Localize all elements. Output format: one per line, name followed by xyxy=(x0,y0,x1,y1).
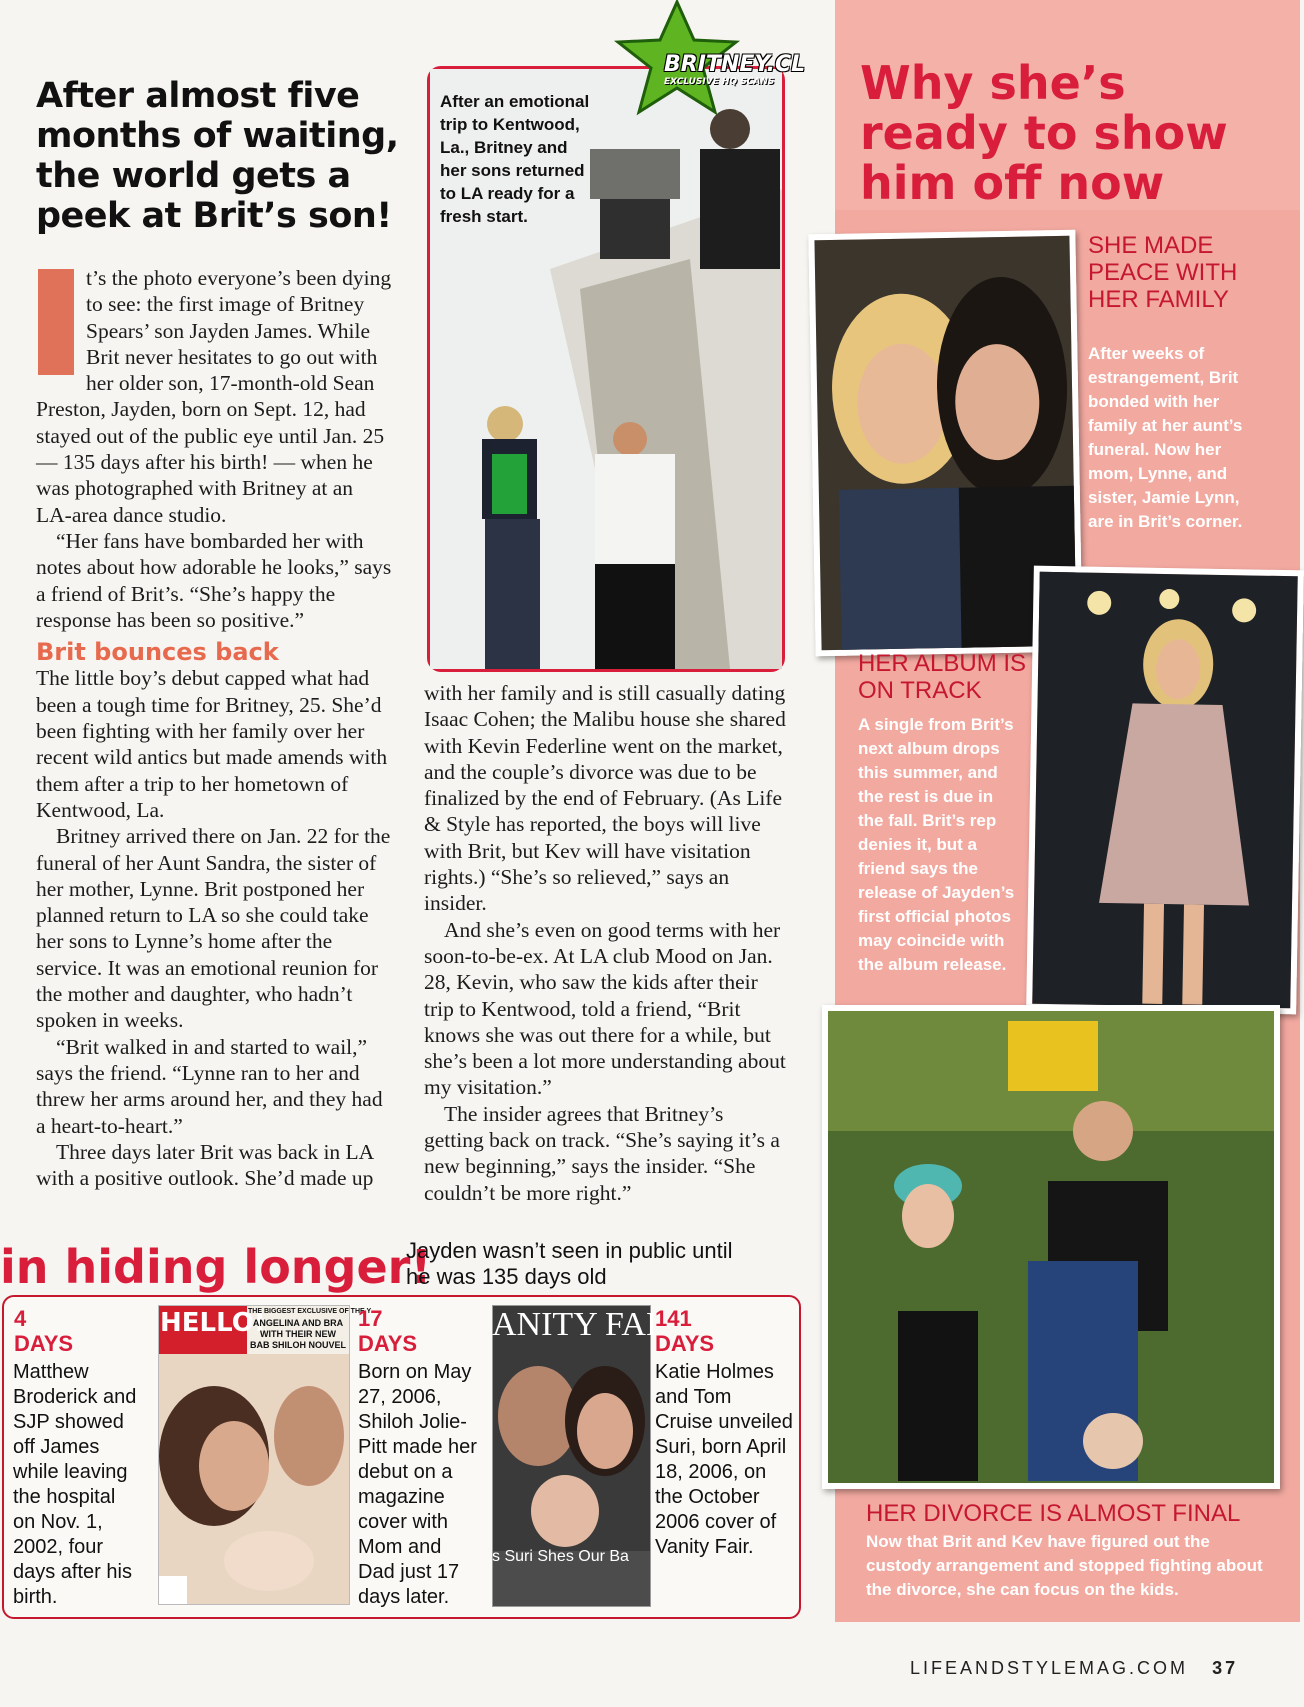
days-number: 17 xyxy=(358,1306,383,1331)
article-headline: After almost five months of waiting, the world gets a peek at Brit’s son! xyxy=(36,76,399,236)
sidebar-section-body: After weeks of estrangement, Brit bonded with her family at her aunt’s funeral. Now her mom, Lynne, and sister, Jamie Lynn, are in Brit’s corner. xyxy=(1088,344,1243,531)
photo-caption: After an emotional trip to Kentwood, La., Britney and her sons returned to LA ready for a fresh start. xyxy=(440,92,590,226)
days-unit: DAYS xyxy=(358,1331,418,1356)
article-paragraph: The insider agrees that Britney’s getting back on track. “She’s saying it’s a new beginning,” says the insider. “She couldn’t be more right.” xyxy=(424,1101,780,1205)
vanity-fair-cover-line: s Suri Shes Our Ba xyxy=(492,1548,629,1565)
sidebar-section-heading: HER ALBUM IS ON TRACK xyxy=(858,650,1027,704)
sidebar-title: Why she’s ready to show him off now xyxy=(860,56,1228,210)
article-paragraph xyxy=(36,265,392,528)
article-paragraph: Britney arrived there on Jan. 22 for the funeral of her Aunt Sandra, the sister of her mother, Lynne. Brit postponed her planned return to LA so she could take her sons to Lynne’s home after the service. It was an emotional reunion for the mother and daughter, who hadn’t spoken in weeks. xyxy=(36,824,391,1033)
paragraph-text: t’s the photo everyone’s been dying to see: the first image of Britney Spears’ son Jayden James. While Brit never hesitates to go out with her older son, 17-month-old Sean Preston, Jayden, born on Sept. 12, had stayed out of the public eye until Jan. 25 — 135 days after his birth! — when he was photographed with Britney at an LA-area dance studio. xyxy=(36,266,392,527)
article-column-1 xyxy=(36,265,392,1191)
days-unit: DAYS xyxy=(14,1331,74,1356)
article-paragraph: “Brit walked in and started to wail,” says the friend. “Lynne ran to her and threw her arms around her, and they had a heart-to-heart.” xyxy=(36,1034,383,1138)
article-paragraph: Three days later Brit was back in LA with a positive outlook. She’d made up xyxy=(36,1139,374,1191)
article-paragraph: “Her fans have bombarded her with notes about how adorable he looks,” says a friend of Brit’s. “She’s happy the response has been so positive.” xyxy=(36,528,392,632)
days-description: Born on May 27, 2006, Shiloh Jolie-Pitt made her debut on a magazine cover with Mom and Dad just 17 days later. xyxy=(358,1361,477,1608)
dropcap xyxy=(38,269,74,375)
watermark-text xyxy=(664,52,834,87)
article-paragraph: And she’s even on good terms with her soon-to-be-ex. At LA club Mood on Jan. 28, Kevin, who saw the kids after their trip to Kentwood, told a friend, “Brit knows she was out there for a while, but she’s been a lot more understanding about my visitation.” xyxy=(424,917,786,1100)
britney-performing-photo xyxy=(1026,566,1304,1015)
days-description: Matthew Broderick and SJP showed off James while leaving the hospital on Nov. 1, 2002, four days after his birth. xyxy=(13,1361,137,1608)
vanity-fair-masthead: ANITY FAI xyxy=(492,1306,658,1343)
article-paragraph: The little boy’s debut capped what had been a tough time for Britney, 25. She’d been fighting with her family over her recent wild antics but made amends with them after a trip to her hometown of Kentwood, La. xyxy=(36,666,388,822)
days-number: 141 xyxy=(655,1306,692,1331)
hello-masthead: HELLO! xyxy=(160,1308,266,1338)
page-number: 37 xyxy=(1212,1658,1239,1678)
footer-site: LIFEANDSTYLEMAG.COM xyxy=(910,1658,1189,1678)
days-description: Katie Holmes and Tom Cruise unveiled Suri, born April 18, 2006, on the October 2006 cover of Vanity Fair. xyxy=(655,1361,793,1558)
page-footer xyxy=(910,1658,1238,1679)
article-paragraph: with her family and is still casually dating Isaac Cohen; the Malibu house she shared with Kevin Federline went on the market, and the couple’s divorce was due to be finalized by the end of February. (As Life & Style has reported, the boys will live with Brit, but Kev will have visitation rights.) “She’s so relieved,” says an insider. xyxy=(424,681,786,916)
sidebar-section-body: A single from Brit’s next album drops this summer, and the rest is due in the fall. Brit’s rep denies it, but a friend says the release of Jayden’s first official photos may coincide with the album release. xyxy=(858,715,1015,974)
hiding-section-title: in hiding longer! xyxy=(0,1240,432,1294)
britney-and-kevin-photo xyxy=(822,1005,1280,1489)
sidebar-section-heading: SHE MADE PEACE WITH HER FAMILY xyxy=(1088,232,1238,313)
hello-banner: THE BIGGEST EXCLUSIVE OF THE Y xyxy=(248,1308,372,1315)
sidebar-section-heading: HER DIVORCE IS ALMOST FINAL xyxy=(866,1500,1241,1527)
watermark-subtitle: EXCLUSIVE HQ SCANS xyxy=(664,77,775,87)
watermark-title: BRITNEY.CL xyxy=(664,52,806,77)
section-subhead: Brit bounces back xyxy=(36,638,279,667)
article-column-2 xyxy=(424,680,786,1206)
hiding-section-subtitle: Jayden wasn’t seen in public until he was 135 days old xyxy=(406,1238,733,1289)
days-unit: DAYS xyxy=(655,1331,715,1356)
sidebar-section-body: Now that Brit and Kev have figured out the custody arrangement and stopped fighting about the divorce, she can focus on the kids. xyxy=(866,1532,1263,1599)
days-number: 4 xyxy=(14,1306,27,1331)
hello-cover-line: ANGELINA AND BRA WITH THEIR NEW BAB SHILOH NOUVEL xyxy=(250,1318,347,1350)
